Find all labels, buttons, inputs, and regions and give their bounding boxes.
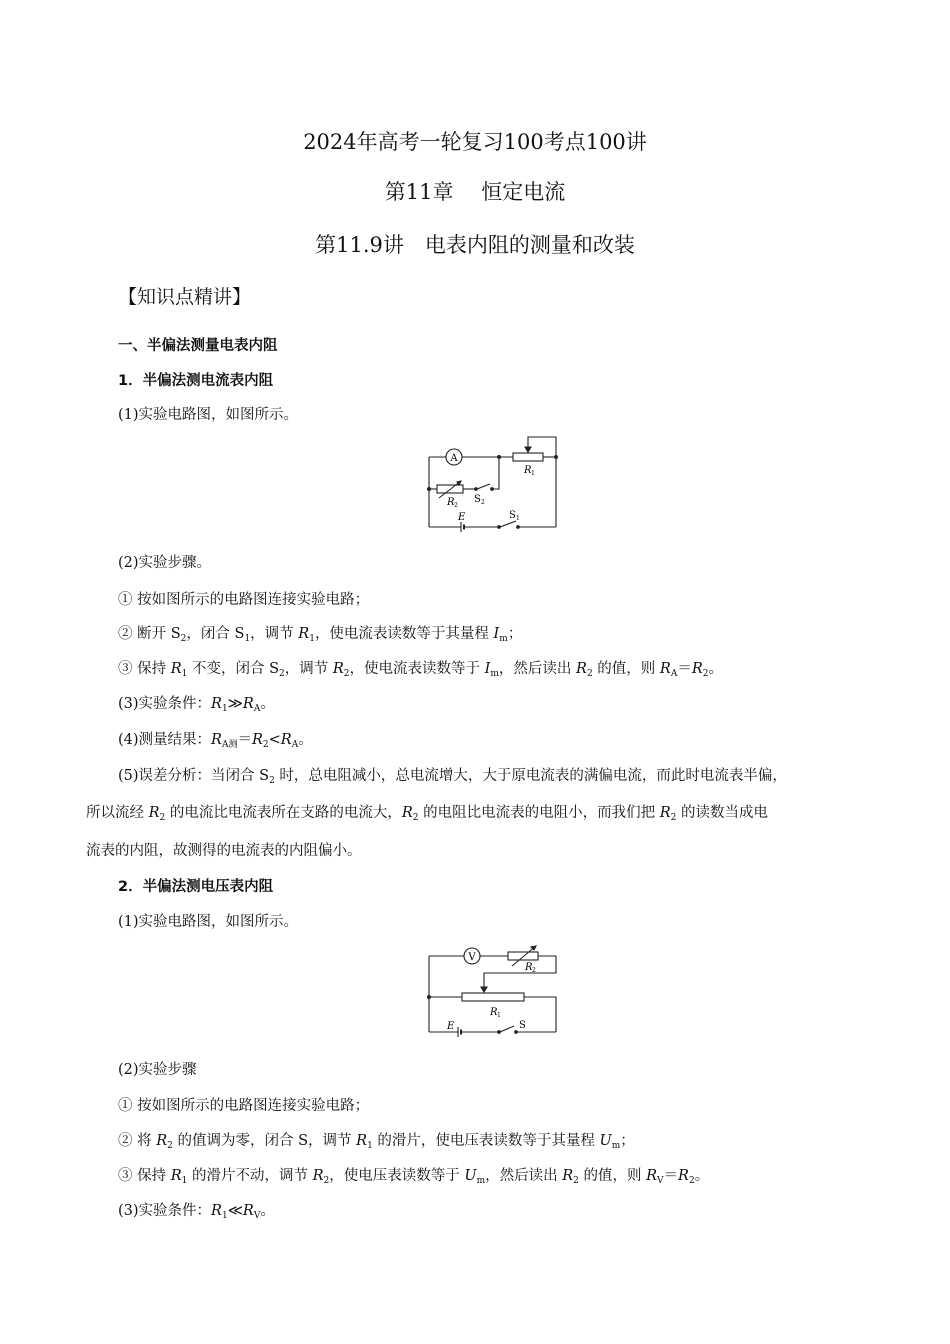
steps-label-2: (2)实验步骤 [118,1062,197,1078]
ammeter-circuit-diagram [420,432,570,534]
s2-subscript: 2 [481,499,485,506]
condition-1: (3)实验条件：$R_1≫R_A$。 [118,696,275,714]
voltmeter-circuit-diagram [420,940,570,1040]
steps-label-1: (2)实验步骤。 [118,555,212,571]
battery-label-fig2: E [447,1021,455,1032]
error-analysis-line-1: (5)误差分析：当闭合 $S_2$ 时，总电阻减小，总电流增大，大于原电流表的满偏电流，而此时电流表半偏， [118,768,787,786]
r2-subscript-fig2: 2 [532,967,536,974]
switch-label-fig2: S [519,1020,526,1031]
step-1-b: ② 断开 $S_2$，闭合 $S_1$，调节 $R_1$，使电流表读数等于其量程 $I_m$； [118,626,523,644]
s1-label: S [509,510,516,521]
section-heading-1: 一、半偏法测量电表内阻 [118,338,278,354]
subsection-heading-voltmeter: 2．半偏法测电压表内阻 [118,879,274,895]
battery-label: E [458,512,466,523]
r2-label: R [447,497,455,508]
r1-subscript: 1 [531,470,535,477]
error-analysis-line-2: 所以流经 $R_2$ 的电流比电流表所在支路的电流大，$R_2$ 的电阻比电流表的电阻小，而我们把 $R_2$ 的读数当成电 [86,805,769,823]
knowledge-heading: 【知识点精讲】 [118,286,252,308]
step-1-c: ③ 保持 $R_1$ 不变，闭合 $S_2$，调节 $R_2$，使电流表读数等于 $I_m$，然后读出 $R_2$ 的值，则 $R_A=R_2$。 [118,661,723,679]
s1-subscript: 1 [516,515,520,522]
result-1: (4)测量结果：$R_{A测}=R_2<R_A$。 [118,732,313,750]
circuit-label-2: (1)实验电路图，如图所示。 [118,914,299,930]
step-1-a: ① 按如图所示的电路图连接实验电路； [118,592,370,608]
s2-label: S [474,494,481,505]
error-analysis-line-3: 流表的内阻，故测得的电流表的内阻偏小。 [86,843,362,859]
condition-2: (3)实验条件：$R_1≪R_V$。 [118,1203,275,1221]
step-2-a: ① 按如图所示的电路图连接实验电路； [118,1098,370,1114]
r1-subscript-fig2: 1 [497,1012,501,1019]
chapter-title: 第11章 恒定电流 [384,180,566,204]
subsection-heading-ammeter: 1．半偏法测电流表内阻 [118,373,274,389]
r2-label-fig2: R [525,962,533,973]
step-2-c: ③ 保持 $R_1$ 的滑片不动，调节 $R_2$，使电压表读数等于 $U_m$，然后读出 $R_2$ 的值，则 $R_V=R_2$。 [118,1168,710,1186]
r1-label: R [524,465,532,476]
r1-label-fig2: R [490,1007,498,1018]
ammeter-symbol: A [450,453,458,464]
step-2-b: ② 将 $R_2$ 的值调为零，闭合 S，调节 $R_1$ 的滑片，使电压表读数等于其量程 $U_m$； [118,1133,635,1151]
r2-subscript: 2 [454,502,458,509]
lecture-title: 第11.9讲 电表内阻的测量和改装 [315,233,635,257]
voltmeter-symbol: V [468,952,476,963]
circuit-label-1: (1)实验电路图，如图所示。 [118,407,299,423]
document-title: 2024年高考一轮复习100考点100讲 [303,130,647,154]
